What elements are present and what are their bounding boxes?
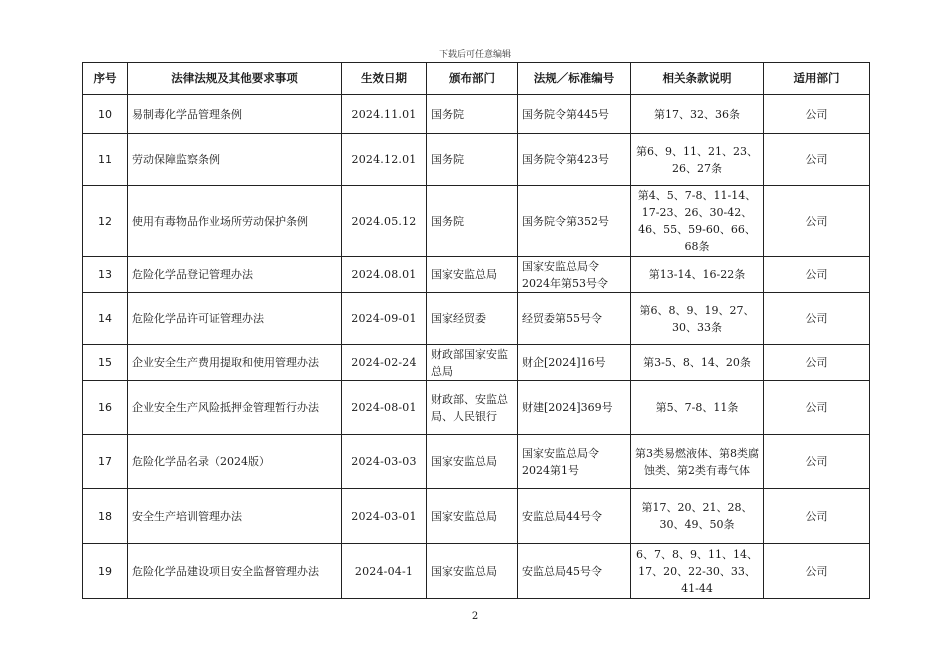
row-dept: 国家安监总局 xyxy=(427,257,518,293)
row-clause: 第17、20、21、28、30、49、50条 xyxy=(631,489,764,544)
row-scope: 公司 xyxy=(764,95,870,134)
row-scope: 公司 xyxy=(764,134,870,186)
row-name: 企业安全生产费用提取和使用管理办法 xyxy=(128,345,342,381)
row-scope: 公司 xyxy=(764,186,870,257)
row-date: 2024-04-1 xyxy=(342,544,427,599)
row-scope: 公司 xyxy=(764,293,870,345)
row-scope: 公司 xyxy=(764,381,870,435)
row-name: 危险化学品名录（2024版） xyxy=(128,435,342,489)
header-note: 下载后可任意编辑 xyxy=(438,50,511,60)
row-date: 2024.08.01 xyxy=(342,257,427,293)
table-row xyxy=(83,381,870,435)
row-no: 18 xyxy=(83,489,128,544)
row-scope: 公司 xyxy=(764,544,870,599)
row-no: 17 xyxy=(83,435,128,489)
row-dept: 国家安监总局 xyxy=(427,489,518,544)
row-dept: 国家安监总局 xyxy=(427,435,518,489)
table-header-row xyxy=(83,63,870,95)
row-code: 国务院令第445号 xyxy=(518,95,631,134)
row-name: 劳动保障监察条例 xyxy=(128,134,342,186)
row-no: 15 xyxy=(83,345,128,381)
table-row xyxy=(83,95,870,134)
row-name: 企业安全生产风险抵押金管理暂行办法 xyxy=(128,381,342,435)
row-dept: 财政部国家安监总局 xyxy=(427,345,518,381)
row-code: 国家安监总局令2024年第53号令 xyxy=(518,257,631,293)
row-no: 12 xyxy=(83,186,128,257)
table-row xyxy=(83,345,870,381)
row-code: 财建[2024]369号 xyxy=(518,381,631,435)
col-header-scope: 适用部门 xyxy=(764,63,870,95)
col-header-clause: 相关条款说明 xyxy=(631,63,764,95)
col-header-code: 法规／标准编号 xyxy=(518,63,631,95)
row-clause: 第17、32、36条 xyxy=(631,95,764,134)
table-row xyxy=(83,293,870,345)
row-clause: 第6、8、9、19、27、30、33条 xyxy=(631,293,764,345)
row-clause: 第5、7-8、11条 xyxy=(631,381,764,435)
col-header-name: 法律法规及其他要求事项 xyxy=(128,63,342,95)
row-code: 安监总局44号令 xyxy=(518,489,631,544)
col-header-no: 序号 xyxy=(83,63,128,95)
table-row xyxy=(83,489,870,544)
table-row xyxy=(83,544,870,599)
row-name: 危险化学品建设项目安全监督管理办法 xyxy=(128,544,342,599)
row-scope: 公司 xyxy=(764,257,870,293)
row-code: 经贸委第55号令 xyxy=(518,293,631,345)
row-no: 19 xyxy=(83,544,128,599)
row-clause: 第13-14、16-22条 xyxy=(631,257,764,293)
row-dept: 国务院 xyxy=(427,95,518,134)
row-no: 13 xyxy=(83,257,128,293)
row-scope: 公司 xyxy=(764,345,870,381)
row-code: 国务院令第352号 xyxy=(518,186,631,257)
row-code: 安监总局45号令 xyxy=(518,544,631,599)
row-name: 安全生产培训管理办法 xyxy=(128,489,342,544)
row-clause: 第3-5、8、14、20条 xyxy=(631,345,764,381)
row-date: 2024-03-03 xyxy=(342,435,427,489)
row-date: 2024-09-01 xyxy=(342,293,427,345)
table-row xyxy=(83,134,870,186)
row-date: 2024.12.01 xyxy=(342,134,427,186)
row-code: 国家安监总局令2024第1号 xyxy=(518,435,631,489)
row-date: 2024-08-01 xyxy=(342,381,427,435)
row-dept: 国务院 xyxy=(427,134,518,186)
row-no: 14 xyxy=(83,293,128,345)
row-name: 危险化学品登记管理办法 xyxy=(128,257,342,293)
row-date: 2024-02-24 xyxy=(342,345,427,381)
row-scope: 公司 xyxy=(764,489,870,544)
row-dept: 国家安监总局 xyxy=(427,544,518,599)
col-header-date: 生效日期 xyxy=(342,63,427,95)
row-code: 财企[2024]16号 xyxy=(518,345,631,381)
row-name: 易制毒化学品管理条例 xyxy=(128,95,342,134)
row-name: 使用有毒物品作业场所劳动保护条例 xyxy=(128,186,342,257)
regulations-table xyxy=(82,62,870,599)
row-date: 2024-03-01 xyxy=(342,489,427,544)
row-clause: 第4、5、7-8、11-14、17-23、26、30-42、46、55、59-60、66、68条 xyxy=(631,186,764,257)
row-dept: 财政部、安监总局、人民银行 xyxy=(427,381,518,435)
row-dept: 国务院 xyxy=(427,186,518,257)
row-scope: 公司 xyxy=(764,435,870,489)
col-header-dept: 颁布部门 xyxy=(427,63,518,95)
row-clause: 6、7、8、9、11、14、17、20、22-30、33、41-44 xyxy=(631,544,764,599)
row-clause: 第6、9、11、21、23、26、27条 xyxy=(631,134,764,186)
row-date: 2024.11.01 xyxy=(342,95,427,134)
row-code: 国务院令第423号 xyxy=(518,134,631,186)
row-clause: 第3类易燃液体、第8类腐蚀类、第2类有毒气体 xyxy=(631,435,764,489)
row-no: 16 xyxy=(83,381,128,435)
table-row xyxy=(83,257,870,293)
row-date: 2024.05.12 xyxy=(342,186,427,257)
table-row xyxy=(83,435,870,489)
row-no: 11 xyxy=(83,134,128,186)
row-dept: 国家经贸委 xyxy=(427,293,518,345)
row-no: 10 xyxy=(83,95,128,134)
row-name: 危险化学品许可证管理办法 xyxy=(128,293,342,345)
table-row xyxy=(83,186,870,257)
page-number: 2 xyxy=(471,611,479,622)
